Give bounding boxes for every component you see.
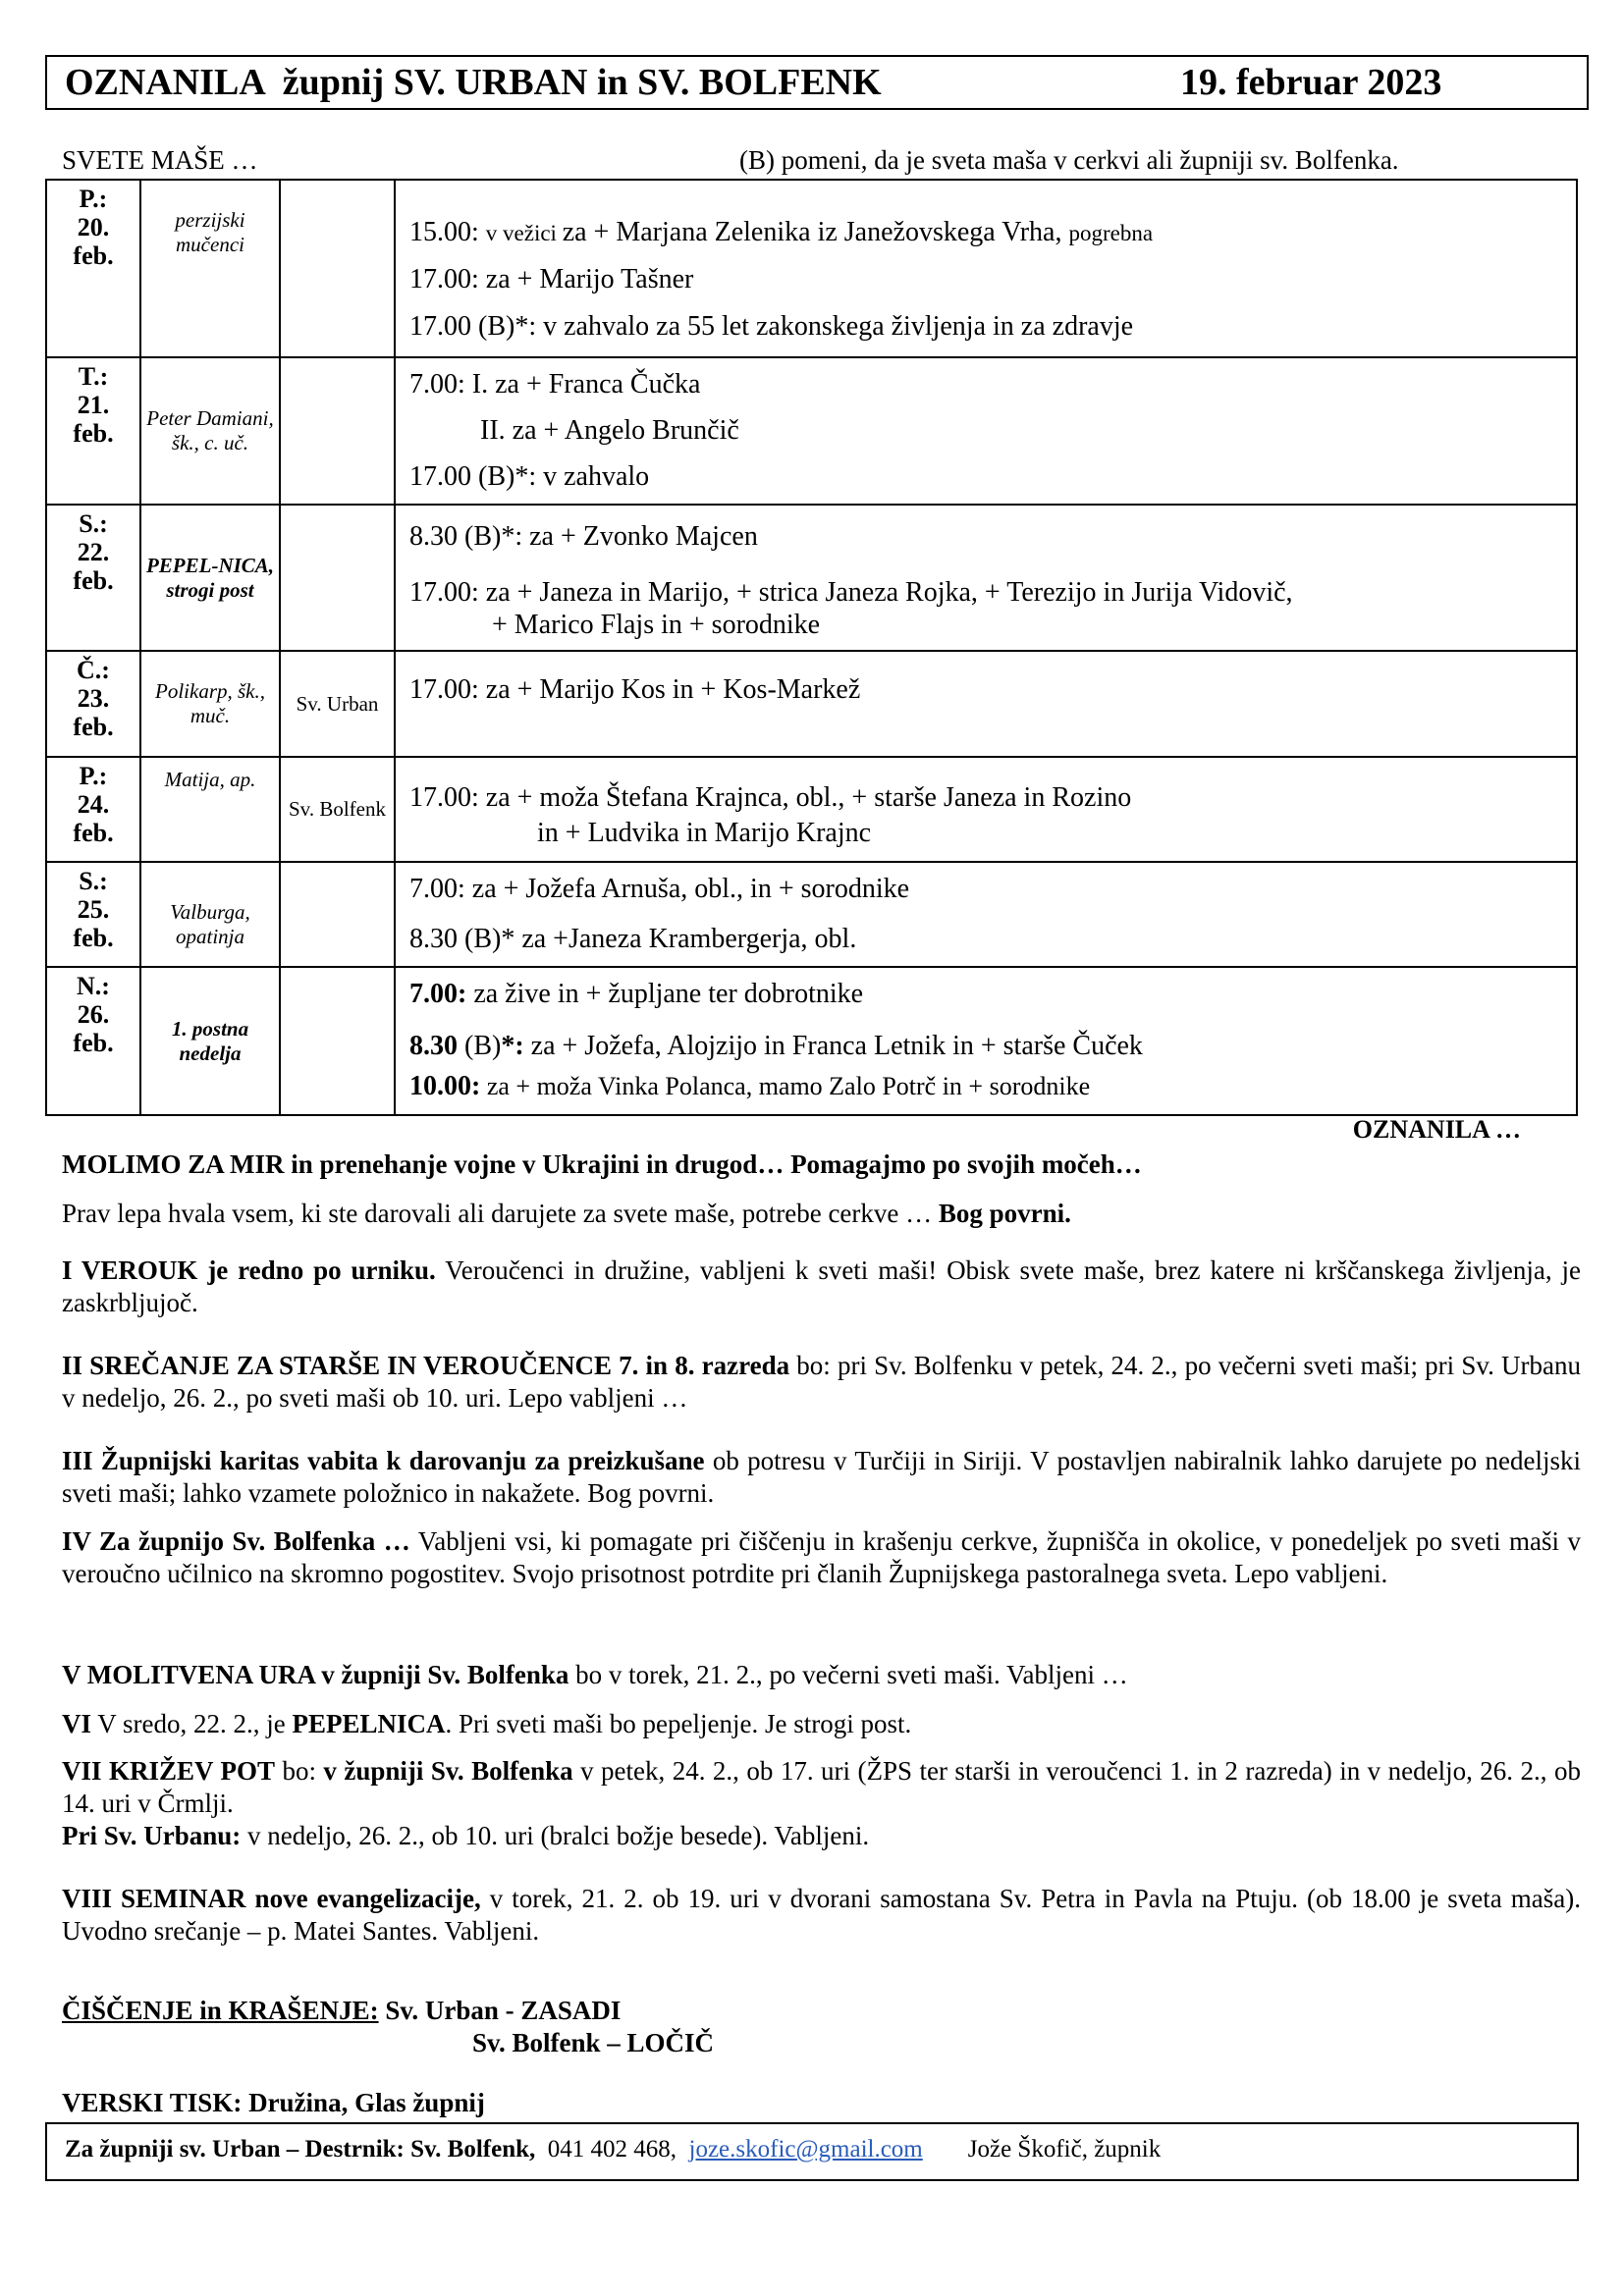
notice-viii: VIII SEMINAR nove evangelizacije, v torek, 21. 2. ob 19. uri v dvorani samostana Sv. Petra in Pavla na Ptuju. (ob 18.00 je sveta maša). Uvodno srečanje – p. Matei Santes. Vabljeni.: [62, 1884, 1581, 1946]
notice-ii: II SREČANJE ZA STARŠE IN VEROUČENCE 7. in 8. razreda bo: pri Sv. Bolfenku v petek, 24. 2., po večerni sveti maši; pri Sv. Urbanu v nedeljo, 26. 2., po sveti maši ob 10. uri. Lepo vabljeni …: [62, 1351, 1581, 1413]
footer-signature: Jože Škofič, župnik: [967, 2136, 1162, 2163]
day-cell: P.: 20. feb.: [46, 180, 140, 357]
schedule-row: [46, 651, 1577, 757]
day-cell: S.: 22. feb.: [46, 505, 140, 651]
parish-cell: [280, 357, 395, 505]
email-link[interactable]: joze.skofic@gmail.com: [688, 2136, 923, 2163]
saint-cell: perzijski mučenci: [140, 180, 280, 357]
page-date: 19. februar 2023: [1180, 62, 1442, 103]
contact-footer: [45, 2122, 1579, 2181]
parish-cell: [280, 967, 395, 1115]
saint-cell: 1. postna nedelja: [140, 967, 280, 1115]
masses-cell: 7.00: I. za + Franca Čučka II. za + Angelo Brunčič 17.00 (B)*: v zahvalo: [395, 357, 1577, 505]
masses-cell: 15.00: v vežici za + Marjana Zelenika iz Janežovskega Vrha, pogrebna 17.00: za + Marijo Tašner 17.00 (B)*: v zahvalo za 55 let zakonskega življenja in za zdravje: [395, 180, 1577, 357]
notice-i: I VEROUK je redno po urniku. Veroučenci in družine, vabljeni k sveti maši! Obisk svete maše, brez katere ni krščanskega življenja, je zaskrbljujoč.: [62, 1255, 1581, 1317]
header-box: [45, 55, 1589, 110]
religious-press: VERSKI TISK: Družina, Glas župnij: [62, 2088, 485, 2117]
schedule-row: [46, 180, 1577, 357]
notice-vii: VII KRIŽEV POT bo: v župniji Sv. Bolfenka v petek, 24. 2., ob 17. uri (ŽPS ter starši in veroučenci 1. in 2 razreda) in v nedeljo, 26. 2., ob 14. uri v Črmlji. Pri Sv. Urbanu: v nedeljo, 26. 2., ob 10. uri (bralci božje besede). Vabljeni.: [62, 1756, 1581, 1850]
notice-vi: VI V sredo, 22. 2., je PEPELNICA. Pri sveti maši bo pepeljenje. Je strogi post.: [62, 1709, 912, 1738]
notice-peace: MOLIMO ZA MIR in prenehanje vojne v Ukrajini in drugod… Pomagajmo po svojih močeh…: [62, 1149, 1142, 1179]
day-cell: Č.: 23. feb.: [46, 651, 140, 757]
masses-cell: 7.00: za + Jožefa Arnuša, obl., in + sorodnike 8.30 (B)* za +Janeza Krambergerja, obl.: [395, 862, 1577, 967]
saint-cell: PEPEL-NICA, strogi post: [140, 505, 280, 651]
page-title: OZNANILA župnij SV. URBAN in SV. BOLFENK: [65, 62, 882, 103]
notice-iii: III Župnijski karitas vabita k darovanju za preizkušane ob potresu v Turčiji in Siriji. V postavljen nabiralnik lahko darujete po nedeljski sveti maši; lahko vzamete položnico in nakažete. Bog povrni.: [62, 1446, 1581, 1508]
day-cell: P.: 24. feb.: [46, 757, 140, 862]
saint-cell: Peter Damiani, šk., c. uč.: [140, 357, 280, 505]
parish-cell: [280, 862, 395, 967]
parish-cell: Sv. Urban: [280, 651, 395, 757]
saint-cell: Polikarp, šk., muč.: [140, 651, 280, 757]
parish-cell: Sv. Bolfenk: [280, 757, 395, 862]
cleaning-duty: ČIŠČENJE in KRAŠENJE: Sv. Urban - ZASADI Sv. Bolfenk – LOČIČ: [62, 1996, 715, 2057]
masses-heading: SVETE MAŠE …: [62, 145, 258, 175]
mass-schedule-table: [45, 179, 1578, 1116]
parish-cell: [280, 180, 395, 357]
saint-cell: Matija, ap.: [140, 757, 280, 862]
footer-parishes: Za župniji sv. Urban – Destrnik: Sv. Bolfenk,: [65, 2136, 536, 2163]
footer-phone: 041 402 468,: [535, 2136, 689, 2163]
saint-cell: Valburga, opatinja: [140, 862, 280, 967]
masses-cell: 7.00: za žive in + župljane ter dobrotnike 8.30 (B)*: za + Jožefa, Alojzijo in Franca Letnik in + starše Čuček 10.00: za + moža Vinka Polanca, mamo Zalo Potrč in + sorodnike: [395, 967, 1577, 1115]
schedule-row: [46, 967, 1577, 1115]
day-cell: N.: 26. feb.: [46, 967, 140, 1115]
masses-cell: 8.30 (B)*: za + Zvonko Majcen 17.00: za + Janeza in Marijo, + strica Janeza Rojka, + Terezijo in Jurija Vidovič, + Marico Flajs in + sorodnike: [395, 505, 1577, 651]
schedule-row: [46, 357, 1577, 505]
parish-cell: [280, 505, 395, 651]
day-cell: T.: 21. feb.: [46, 357, 140, 505]
schedule-row: [46, 757, 1577, 862]
notice-v: V MOLITVENA URA v župniji Sv. Bolfenka bo v torek, 21. 2., po večerni sveti maši. Vabljeni …: [62, 1660, 1128, 1689]
masses-legend: (B) pomeni, da je sveta maša v cerkvi ali župniji sv. Bolfenka.: [739, 145, 1399, 175]
notice-iv: IV Za župnijo Sv. Bolfenka … Vabljeni vsi, ki pomagate pri čiščenju in krašenju cerkve, župnišča in okolice, v ponedeljek po sveti maši v veroučno učilnico na skromno pogostitev. Svojo prisotnost potrdite pri članih Župnijskega pastoralnega sveta. Lepo vabljeni.: [62, 1526, 1581, 1588]
masses-cell: 17.00: za + moža Štefana Krajnca, obl., + starše Janeza in Rozino in + Ludvika in Marijo Krajnc: [395, 757, 1577, 862]
day-cell: S.: 25. feb.: [46, 862, 140, 967]
notice-thanks: Prav lepa hvala vsem, ki ste darovali ali darujete za svete maše, potrebe cerkve … Bog povrni.: [62, 1199, 1071, 1228]
masses-cell: 17.00: za + Marijo Kos in + Kos-Markež: [395, 651, 1577, 757]
notices-heading: OZNANILA …: [1352, 1115, 1521, 1144]
schedule-row: [46, 505, 1577, 651]
schedule-row: [46, 862, 1577, 967]
